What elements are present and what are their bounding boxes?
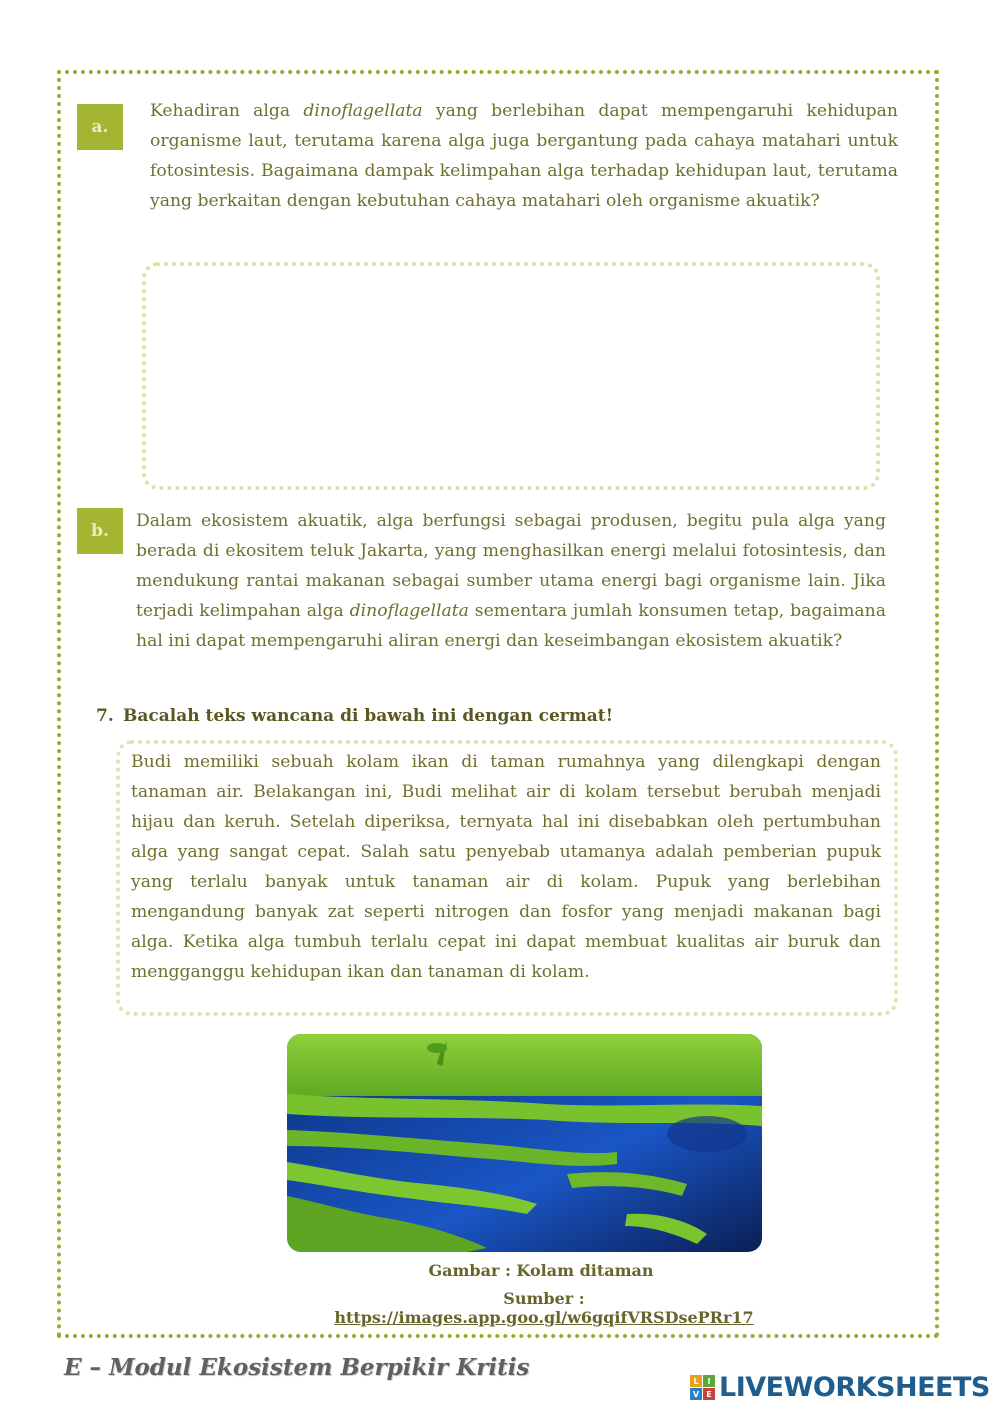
answer-box-a[interactable] xyxy=(142,262,880,490)
question-b-italic-term: dinoflagellata xyxy=(349,601,469,621)
logo-letter-e: E xyxy=(703,1388,715,1400)
liveworksheets-logo-icon xyxy=(690,1375,715,1400)
question-b-text-part1: Dalam ekosistem akuatik, alga berfungsi sebagai produsen, begitu pula alga yang berada di ekositem teluk Jakarta, yang menghasilkan energi melalui fotosintesis, dan mendukung rantai makanan sebagai sumber utama energi bagi organisme lain. Jika terjadi kelimpahan alga xyxy=(136,511,886,621)
question-7-heading xyxy=(96,706,613,726)
liveworksheets-brand[interactable] xyxy=(690,1372,990,1403)
figure-source xyxy=(297,1289,791,1327)
question-b-label: b. xyxy=(77,508,123,554)
module-title: E – Modul Ekosistem Berpikir Kritis xyxy=(64,1354,530,1381)
question-b-text-part2: sementara jumlah konsumen tetap, bagaimana hal ini dapat mempengaruhi aliran energi dan keseimbangan ekosistem akuatik? xyxy=(136,601,886,651)
question-a-text-part1: Kehadiran alga xyxy=(150,101,304,121)
question-b-text xyxy=(136,506,886,656)
figure-caption: Gambar : Kolam ditaman xyxy=(428,1261,654,1280)
algae-pond-photo xyxy=(287,1034,762,1252)
liveworksheets-wordmark: LIVEWORKSHEETS xyxy=(719,1372,990,1403)
logo-letter-i: I xyxy=(703,1375,715,1387)
logo-letter-v: V xyxy=(690,1388,702,1400)
question-a-italic-term: dinoflagellata xyxy=(303,101,423,121)
question-a-label: a. xyxy=(77,104,123,150)
question-7-instruction: Bacalah teks wancana di bawah ini dengan cermat! xyxy=(123,706,614,726)
question-a-text xyxy=(150,96,898,216)
figure-source-label: Sumber : xyxy=(503,1289,585,1308)
reading-text: Budi memiliki sebuah kolam ikan di taman rumahnya yang dilengkapi dengan tanaman air. Belakangan ini, Budi melihat air di kolam tersebut berubah menjadi hijau dan keruh. Setelah diperiksa, ternyata hal ini disebabkan oleh pertumbuhan alga yang sangat cepat. Salah satu penyebab utamanya adalah pemberian pupuk yang terlalu banyak untuk tanaman air di kolam. Pupuk yang berlebihan mengandung banyak zat seperti nitrogen dan fosfor yang menjadi makanan bagi alga. Ketika alga tumbuh terlalu cepat ini dapat membuat kualitas air buruk dan mengganggu kehidupan ikan dan tanaman di kolam. xyxy=(131,752,881,982)
logo-letter-l: L xyxy=(690,1375,702,1387)
question-7-number: 7. xyxy=(96,706,114,726)
question-a-text-part2: yang berlebihan dapat mempengaruhi kehidupan organisme laut, terutama karena alga juga bergantung pada cahaya matahari untuk fotosintesis. Bagaimana dampak kelimpahan alga terhadap kehidupan laut, terutama yang berkaitan dengan kebutuhan cahaya matahari oleh organisme akuatik? xyxy=(150,101,898,211)
figure-source-link[interactable]: https://images.app.goo.gl/w6gqifVRSDsePRr17 xyxy=(334,1308,754,1327)
